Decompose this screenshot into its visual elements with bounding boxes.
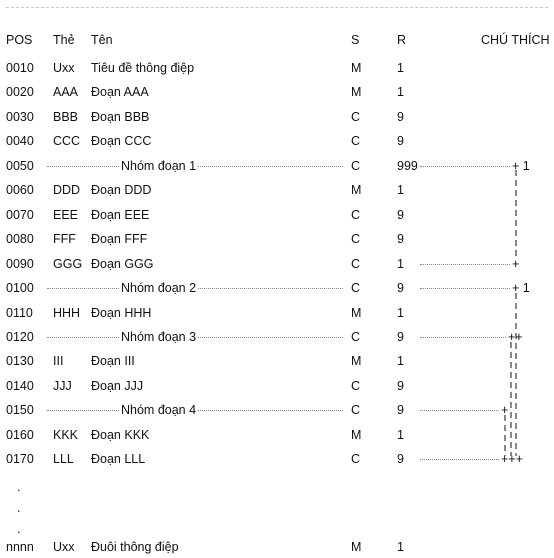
row-note: + [512,257,520,271]
row-r: 9 [397,330,404,344]
row-pos: 0160 [6,428,34,442]
row-tag: III [53,354,64,368]
row-s: C [351,281,361,295]
row-r: 9 [397,379,404,393]
row-pos: 0030 [6,110,34,124]
row-tag: Uxx [53,61,75,75]
ellipsis-dot: . [17,522,21,536]
row-pos: 0120 [6,330,34,344]
row-tag: AAA [53,85,79,99]
group-name: Nhóm đoạn 4 [121,403,197,417]
row-r: 1 [397,85,404,99]
row-pos: 0070 [6,208,34,222]
row-pos: 0110 [6,306,33,320]
footer-tag: Uxx [53,540,75,554]
row-pos: 0020 [6,85,34,99]
row-note: ++ [508,330,523,344]
row-s: C [351,452,361,466]
ellipsis-dot: . [17,501,21,515]
row-s: C [351,208,361,222]
row-s: M [351,306,362,320]
row-r: 9 [397,452,404,466]
group-name: Nhóm đoạn 1 [121,159,197,173]
group-name: Nhóm đoạn 3 [121,330,197,344]
row-name: Đoạn GGG [91,257,154,271]
row-r: 9 [397,403,404,417]
header-pos: POS [6,33,33,47]
row-pos: 0130 [6,354,34,368]
row-r: 9 [397,134,404,148]
row-s: M [351,85,362,99]
row-name: Đoạn FFF [91,232,148,246]
row-s: C [351,232,361,246]
footer-name: Đuôi thông điệp [91,540,179,554]
row-tag: HHH [53,306,81,320]
row-tag: DDD [53,183,81,197]
footer-r: 1 [397,540,404,554]
row-s: C [351,379,361,393]
row-pos: 0080 [6,232,34,246]
row-name: Đoạn HHH [91,306,152,320]
group-name: Nhóm đoạn 2 [121,281,197,295]
row-note: + [501,403,509,417]
row-tag: EEE [53,208,79,222]
ellipsis-dot: . [17,480,21,494]
row-pos: 0150 [6,403,34,417]
row-pos: 0170 [6,452,34,466]
row-note: + 1 [512,281,530,295]
row-pos: 0010 [6,61,34,75]
row-name: Đoạn EEE [91,208,150,222]
row-tag: GGG [53,257,83,271]
row-name: Đoạn CCC [91,134,152,148]
header-name: Tên [91,33,113,47]
row-s: C [351,257,361,271]
row-pos: 0140 [6,379,34,393]
row-r: 1 [397,257,404,271]
header-s: S [351,33,360,47]
row-r: 1 [397,428,404,442]
row-r: 1 [397,306,404,320]
row-s: C [351,159,361,173]
header-tag: Thẻ [53,33,75,47]
row-tag: FFF [53,232,76,246]
row-name: Đoạn LLL [91,452,146,466]
row-name: Đoạn BBB [91,110,150,124]
row-name: Đoạn KKK [91,428,150,442]
row-note: +++ [501,452,523,466]
row-s: M [351,61,362,75]
row-r: 1 [397,61,404,75]
row-tag: BBB [53,110,79,124]
row-pos: 0060 [6,183,34,197]
footer-s: M [351,540,362,554]
footer-pos: nnnn [6,540,34,554]
row-pos: 0040 [6,134,34,148]
row-r: 1 [397,354,404,368]
row-r: 999 [397,159,418,173]
row-s: C [351,110,361,124]
row-name: Đoạn III [91,354,135,368]
row-r: 1 [397,183,404,197]
row-pos: 0090 [6,257,34,271]
row-r: 9 [397,232,404,246]
row-tag: KKK [53,428,79,442]
row-tag: CCC [53,134,81,148]
row-r: 9 [397,110,404,124]
row-s: C [351,403,361,417]
row-r: 9 [397,281,404,295]
row-tag: JJJ [53,379,72,393]
row-name: Đoạn AAA [91,85,149,99]
row-s: M [351,354,362,368]
row-r: 9 [397,208,404,222]
row-pos: 0100 [6,281,34,295]
row-note: + 1 [512,159,530,173]
row-s: C [351,134,361,148]
header-r: R [397,33,407,47]
row-name: Đoạn DDD [91,183,152,197]
row-pos: 0050 [6,159,34,173]
row-name: Đoạn JJJ [91,379,144,393]
row-s: M [351,183,362,197]
row-tag: LLL [53,452,74,466]
row-name: Tiêu đề thông điệp [91,61,195,75]
row-s: M [351,428,362,442]
header-note: CHÚ THÍCH [481,33,550,47]
row-s: C [351,330,361,344]
